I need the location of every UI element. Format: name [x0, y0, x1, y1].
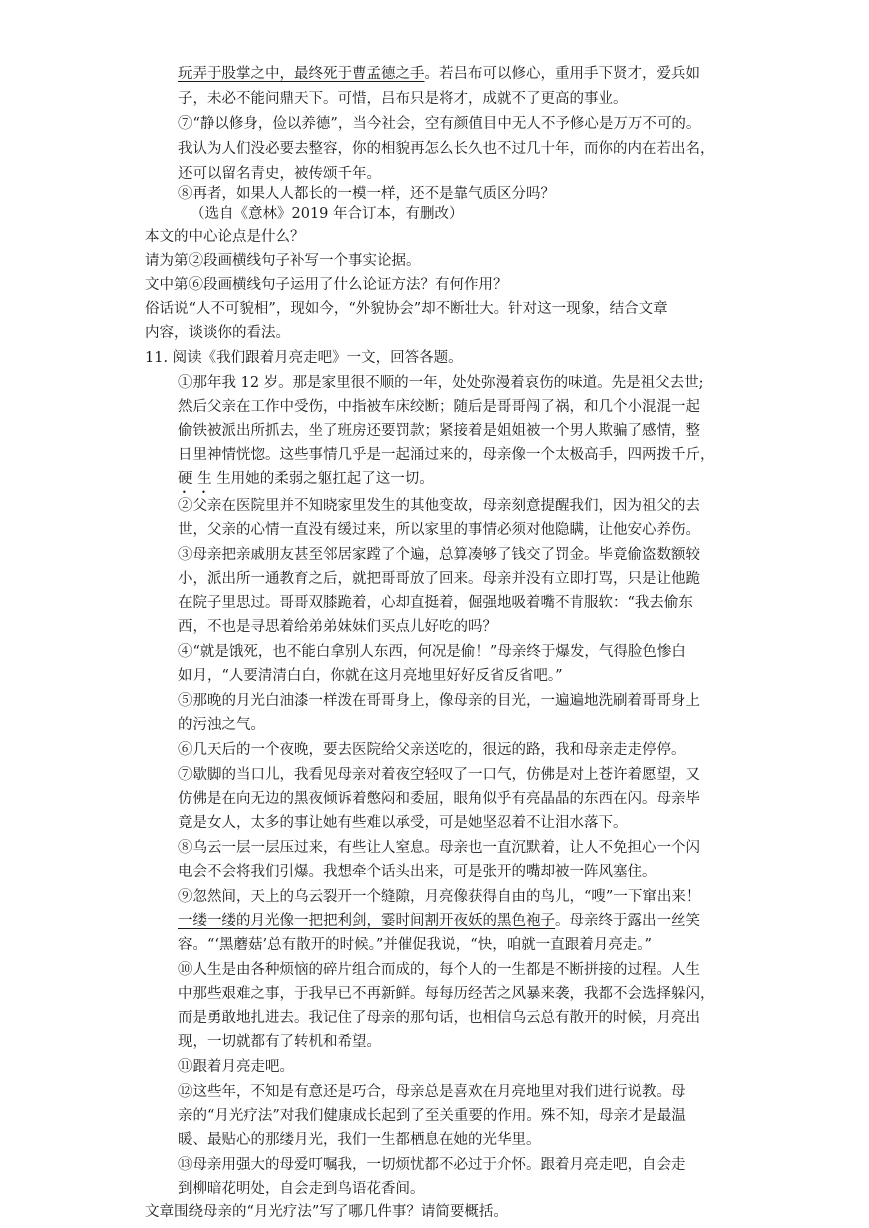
emphasis-char-2: 生: [197, 471, 212, 487]
q11-paragraph-1-line-4: 日里神情恍惚。这些事情几乎是一起涌过来的，母亲像一个太极高手，四两拨千斤，: [178, 447, 715, 463]
paragraph-8: ⑧再者，如果人人都长的一模一样，还不是靠气质区分吗？: [178, 186, 555, 202]
q11-paragraph-11: ⑪跟着月亮走吧。: [178, 1059, 294, 1075]
q11-paragraph-7-line-2: 仿佛是在向无边的黑夜倾诉着憋闷和委屈，眼角似乎有亮晶晶的东西在闪。母亲毕: [178, 791, 700, 807]
q11-paragraph-1-line-1: ①那年我 12 岁。那是家里很不顺的一年，处处弥漫着哀伤的味道。先是祖父去世;: [178, 375, 704, 391]
q11-paragraph-4-line-1: ④“就是饿死，也不能白拿别人东西，何况是偷！”母亲终于爆发，气得脸色惨白: [178, 644, 686, 660]
q11-paragraph-8-line-2: 电会不会将我们引爆。我想牵个话头出来，可是张开的嘴却被一阵风塞住。: [178, 864, 657, 880]
q11-paragraph-10-line-2: 中那些艰难之事，于我早已不再新鲜。每每历经苦之风暴来袭，我都不会选择躲闪，: [178, 986, 715, 1002]
underlined-sentence: 一缕一缕的月光像一把把利剑，霎时间割开夜妖的黑色袍子: [178, 913, 555, 929]
q11-paragraph-5-line-1: ⑤那晚的月光白油漆一样泼在哥哥身上，像母亲的目光，一遍遍地洗刷着哥哥身上: [178, 693, 700, 709]
q11-paragraph-3-line-1: ③母亲把亲戚朋友甚至邻居家蹚了个遍，总算凑够了钱交了罚金。毕竟偷盗数额较: [178, 547, 700, 563]
source-note: （选自《意林》2019 年合订本，有删改）: [190, 206, 464, 222]
q11-paragraph-7-line-3: 竟是女人，太多的事让她有些难以承受，可是她坚忍着不让泪水落下。: [178, 815, 628, 831]
q11-paragraph-3-line-4: 西，不也是寻思着给弟弟妹妹们买点儿好吃的吗？: [178, 619, 497, 635]
paragraph-6-end-line-2: 子，未必不能问鼎天下。可惜，吕布只是将才，成就不了更高的事业。: [178, 91, 628, 107]
question-11-title: 11. 阅读《我们跟着月亮走吧》一文，回答各题。: [145, 350, 463, 366]
q11-paragraph-13-line-2: 到柳暗花明处，自会走到鸟语花香间。: [178, 1181, 425, 1197]
q11-paragraph-8-line-1: ⑧乌云一层一层压过来，有些让人窒息。母亲也一直沉默着，让人不免担心一个闪: [178, 840, 700, 856]
q11-question: 文章围绕母亲的“月光疗法”写了哪几件事？请简要概括。: [145, 1204, 508, 1220]
underlined-sentence: 玩弄于股掌之中，最终死于曹孟德之手: [178, 66, 425, 82]
paragraph-6-end-line-1: 玩弄于股掌之中，最终死于曹孟德之手。若吕布可以修心，重用手下贤才，爱兵如: [178, 66, 700, 82]
q11-paragraph-4-line-2: 如月，“人要清清白白，你就在这月亮地里好好反省反省吧。”: [178, 668, 563, 684]
q11-paragraph-7-line-1: ⑦歇脚的当口儿，我看见母亲对着夜空轻叹了一口气，仿佛是对上苍许着愿望，又: [178, 767, 700, 783]
q11-paragraph-6: ⑥几天后的一个夜晚，要去医院给父亲送吃的，很远的路，我和母亲走走停停。: [178, 742, 686, 758]
q11-paragraph-9-line-2: 一缕一缕的月光像一把把利剑，霎时间割开夜妖的黑色袍子。母亲终于露出一丝笑: [178, 913, 700, 929]
question-argument-method: 文中第⑥段画横线句子运用了什么论证方法？有何作用？: [145, 277, 508, 293]
q11-paragraph-1-line-2: 然后父亲在工作中受伤，中指被车床绞断；随后是哥哥闯了祸，和几个小混混一起: [178, 399, 700, 415]
paragraph-7-line-1: ⑦“静以修身，俭以养德”，当今社会，空有颜值目中无人不予修心是万万不可的。: [178, 116, 701, 132]
q11-paragraph-5-line-2: 的污浊之气。: [178, 717, 265, 733]
q11-paragraph-1-line-5: 硬 生 生用她的柔弱之躯扛起了这一切。: [178, 471, 434, 487]
question-fact-evidence: 请为第②段画横线句子补写一个事实论据。: [145, 253, 421, 269]
q11-paragraph-10-line-1: ⑩人生是由各种烦恼的碎片组合而成的，每个人的一生都是不断拼接的过程。人生: [178, 962, 700, 978]
q11-paragraph-12-line-1: ⑫这些年，不知是有意还是巧合，母亲总是喜欢在月亮地里对我们进行说教。母: [178, 1084, 686, 1100]
q11-paragraph-1-line-3: 偷铁被派出所抓去，坐了班房还要罚款；紧接着是姐姐被一个男人欺骗了感情，整: [178, 423, 700, 439]
q11-paragraph-12-line-2: 亲的“月光疗法”对我们健康成长起到了至关重要的作用。殊不知，母亲才是最温: [178, 1108, 686, 1124]
q11-paragraph-13-line-1: ⑬母亲用强大的母爱叮嘱我，一切烦忧都不必过于介怀。跟着月亮走吧，自会走: [178, 1157, 686, 1173]
q11-paragraph-10-line-3: 而是勇敢地扎进去。我记住了母亲的那句话，也相信乌云总有散开的时候，月亮出: [178, 1010, 700, 1026]
emphasis-char-1: 硬: [178, 471, 193, 487]
q11-paragraph-2-line-1: ②父亲在医院里并不知晓家里发生的其他变故，母亲刻意提醒我们，因为祖父的去: [178, 498, 700, 514]
q11-paragraph-3-line-3: 在院子里思过。哥哥双膝跪着，心却直挺着，倔强地吸着嘴不肯服软：“我去偷东: [178, 595, 693, 611]
question-opinion-line-1: 俗话说“人不可貌相”，现如今，“外貌协会”却不断壮大。针对这一现象，结合文章: [145, 301, 668, 317]
question-central-argument: 本文的中心论点是什么？: [145, 229, 305, 245]
q11-paragraph-9-line-3: 容。“‘黑蘑菇’总有散开的时候。”并催促我说，“快，咱就一直跟着月亮走。”: [178, 937, 652, 953]
paragraph-7-line-2: 我认为人们没必要去整容，你的相貌再怎么长久也不过几十年，而你的内在若出名，: [178, 141, 715, 157]
question-opinion-line-2: 内容，谈谈你的看法。: [145, 325, 290, 341]
q11-paragraph-9-line-1: ⑨忽然间，天上的乌云裂开一个缝隙，月亮像获得自由的鸟儿，“嗖”一下窜出来！: [178, 889, 701, 905]
q11-paragraph-3-line-2: 小，派出所一通教育之后，就把哥哥放了回来。母亲并没有立即打骂，只是让他跪: [178, 571, 700, 587]
q11-paragraph-10-line-4: 现，一切就都有了转机和希望。: [178, 1034, 381, 1050]
paragraph-7-line-3: 还可以留名青史，被传颂千年。: [178, 166, 381, 182]
q11-paragraph-2-line-2: 世，父亲的心情一直没有缓过来，所以家里的事情必须对他隐瞒，让他安心养伤。: [178, 522, 700, 538]
q11-paragraph-12-line-3: 暖、最贴心的那缕月光，我们一生都栖息在她的光华里。: [178, 1132, 541, 1148]
